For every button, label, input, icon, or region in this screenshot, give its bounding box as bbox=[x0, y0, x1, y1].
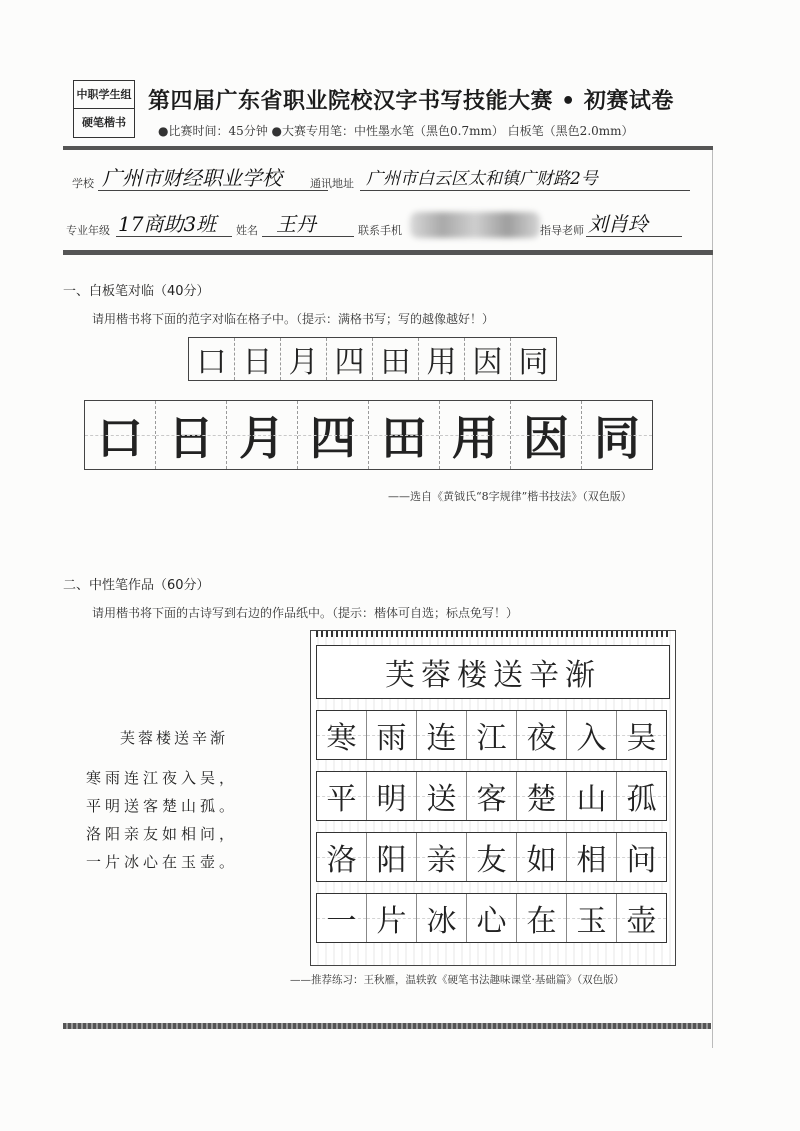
work-row bbox=[316, 710, 667, 760]
model-char: 同 bbox=[518, 345, 549, 380]
work-char-cell bbox=[517, 833, 567, 881]
exam-title: 第四届广东省职业院校汉字书写技能大赛 • 初赛试卷 bbox=[148, 89, 674, 114]
section1-instruction: 请用楷书将下面的范字对临在格子中。（提示：满格书写；写的越像越好！） bbox=[92, 312, 495, 326]
work-char: 寒 bbox=[326, 721, 357, 756]
work-char-cell bbox=[567, 772, 617, 820]
work-char: 片 bbox=[376, 904, 407, 939]
work-char-cell bbox=[467, 833, 517, 881]
work-char-cell bbox=[317, 711, 367, 759]
recommend-note: ——推荐练习：王秋雁，温轶敦《硬笔书法趣味课堂·基础篇》（双色版） bbox=[290, 974, 625, 986]
model-char: 因 bbox=[465, 338, 511, 380]
school-label: 学校 bbox=[72, 177, 94, 190]
page-edge-line bbox=[712, 148, 713, 1048]
work-title: 芙蓉楼送辛渐 bbox=[316, 645, 670, 699]
work-char-cell bbox=[617, 772, 666, 820]
written-char: 因 bbox=[511, 401, 582, 469]
poem-line: 洛阳亲友如相问， bbox=[86, 825, 239, 843]
header-divider bbox=[63, 146, 713, 150]
model-char: 用 bbox=[419, 338, 465, 380]
work-char-cell bbox=[317, 772, 367, 820]
work-paper-border-strip bbox=[316, 631, 668, 637]
section1-source: ——选自《黄钺氏“8字规律”楷书技法》（双色版） bbox=[388, 490, 632, 503]
section2-instruction: 请用楷书将下面的古诗写到右边的作品纸中。（提示：楷体可自选；标点免写！） bbox=[92, 606, 519, 620]
work-char-cell bbox=[467, 894, 517, 942]
teacher-label: 指导老师 bbox=[540, 224, 584, 237]
teacher-value: 刘肖玲 bbox=[588, 212, 648, 236]
major-underline bbox=[116, 236, 232, 237]
work-char: 江 bbox=[476, 721, 507, 756]
work-char: 连 bbox=[426, 721, 457, 756]
work-char: 如 bbox=[526, 843, 557, 878]
work-char: 山 bbox=[576, 782, 607, 817]
work-char-cell bbox=[617, 711, 666, 759]
work-char: 玉 bbox=[576, 904, 607, 939]
model-char-grid bbox=[188, 337, 557, 381]
work-char-cell bbox=[617, 894, 666, 942]
work-char-cell bbox=[517, 894, 567, 942]
model-char: 田 bbox=[373, 338, 419, 380]
group-label-line2: 硬笔楷书 bbox=[82, 116, 126, 129]
phone-redacted bbox=[410, 212, 540, 238]
work-char: 楚 bbox=[526, 782, 557, 817]
work-char-cell bbox=[417, 894, 467, 942]
work-char-cell bbox=[317, 833, 367, 881]
group-label-box bbox=[73, 80, 135, 138]
work-char-cell bbox=[567, 711, 617, 759]
section1-heading: 一、白板笔对临（40分） bbox=[63, 284, 210, 299]
work-char-cell bbox=[417, 711, 467, 759]
work-char: 一 bbox=[326, 904, 357, 939]
work-char: 客 bbox=[476, 782, 507, 817]
work-row bbox=[316, 893, 667, 943]
address-value: 广州市白云区太和镇广财路2号 bbox=[366, 169, 598, 189]
work-char: 亲 bbox=[426, 843, 457, 878]
written-char: 日 bbox=[156, 401, 227, 469]
written-char: 同 bbox=[582, 401, 652, 469]
work-char-cell bbox=[567, 833, 617, 881]
work-char-cell bbox=[467, 772, 517, 820]
work-char-cell bbox=[617, 833, 666, 881]
school-value: 广州市财经职业学校 bbox=[102, 166, 282, 190]
work-char-cell bbox=[567, 894, 617, 942]
work-char: 吴 bbox=[626, 721, 657, 756]
major-label: 专业年级 bbox=[66, 224, 110, 237]
model-char: 月 bbox=[281, 338, 327, 380]
work-char: 入 bbox=[576, 721, 607, 756]
work-char-cell bbox=[417, 772, 467, 820]
poem-line: 寒雨连江夜入吴， bbox=[86, 769, 239, 787]
written-char: 月 bbox=[227, 401, 298, 469]
model-char: 口 bbox=[189, 338, 235, 380]
group-label-line1: 中职学生组 bbox=[74, 81, 134, 109]
written-char: 口 bbox=[85, 401, 156, 469]
section2-heading: 二、中性笔作品（60分） bbox=[63, 578, 210, 593]
work-char: 在 bbox=[526, 904, 557, 939]
work-char: 阳 bbox=[376, 843, 407, 878]
phone-label: 联系手机 bbox=[358, 224, 402, 237]
model-char: 四 bbox=[327, 338, 373, 380]
work-row bbox=[316, 771, 667, 821]
work-char: 平 bbox=[326, 782, 357, 817]
work-char: 孤 bbox=[626, 782, 657, 817]
poem-line: 一片冰心在玉壶。 bbox=[86, 853, 239, 871]
name-label: 姓名 bbox=[236, 224, 258, 237]
work-char-cell bbox=[417, 833, 467, 881]
school-underline bbox=[98, 190, 328, 191]
work-char: 友 bbox=[476, 843, 507, 878]
work-char-cell bbox=[517, 711, 567, 759]
work-char: 送 bbox=[426, 782, 457, 817]
major-value: 17商助3班 bbox=[118, 212, 217, 236]
footer-divider bbox=[63, 1023, 711, 1029]
work-char-cell bbox=[317, 894, 367, 942]
work-char-cell bbox=[367, 833, 417, 881]
work-char: 壶 bbox=[626, 904, 657, 939]
exam-subtitle: ●比赛时间：45分钟 ●大赛专用笔：中性墨水笔（黑色0.7mm） 白板笔（黑色2.0mm） bbox=[158, 124, 634, 138]
work-char: 明 bbox=[376, 782, 407, 817]
info-divider bbox=[63, 250, 713, 255]
written-char: 田 bbox=[369, 401, 440, 469]
poem-title: 芙蓉楼送辛渐 bbox=[120, 729, 229, 747]
name-value: 王丹 bbox=[276, 212, 316, 236]
address-label: 通讯地址 bbox=[310, 177, 354, 190]
model-char: 日 bbox=[235, 338, 281, 380]
work-char-cell bbox=[467, 711, 517, 759]
work-char: 问 bbox=[626, 843, 657, 878]
work-char: 冰 bbox=[426, 904, 457, 939]
poem-line: 平明送客楚山孤。 bbox=[86, 797, 239, 815]
teacher-underline bbox=[586, 236, 682, 237]
work-row bbox=[316, 832, 667, 882]
name-underline bbox=[262, 236, 354, 237]
work-char: 心 bbox=[476, 904, 507, 939]
work-char-cell bbox=[517, 772, 567, 820]
work-char-cell bbox=[367, 894, 417, 942]
work-char: 雨 bbox=[376, 721, 407, 756]
work-char: 夜 bbox=[526, 721, 557, 756]
work-char-cell bbox=[367, 711, 417, 759]
work-char: 洛 bbox=[326, 843, 357, 878]
work-char-cell bbox=[367, 772, 417, 820]
work-char: 相 bbox=[576, 843, 607, 878]
address-underline bbox=[360, 190, 690, 191]
written-char: 用 bbox=[440, 401, 511, 469]
written-char-grid bbox=[84, 400, 653, 470]
written-char: 四 bbox=[298, 401, 369, 469]
